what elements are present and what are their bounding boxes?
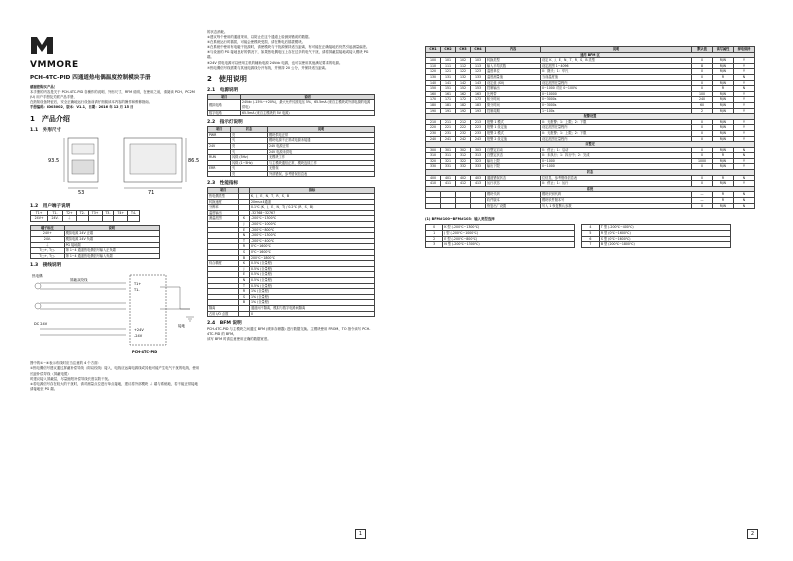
table-row: 分辨率 0.1℃ (K、J、E、N、T) / 0.2℃ (R、S、B) [208, 205, 375, 211]
table-row: 1 J 型 (-200℃~1000℃) [426, 231, 575, 237]
page-1 [0, 0, 396, 561]
type-table-left [425, 224, 575, 247]
wiring-label: -24V [134, 334, 143, 339]
page1-right-column [207, 30, 375, 342]
table-row: 2 E 型 (-200℃~800℃) [426, 236, 575, 242]
table-row: 灭 模块电源不正常或电源未接通 [208, 138, 375, 144]
table-row: E 0.5% (全量程) [208, 272, 375, 278]
table-row: 120 121 122 123 温度单位 0：摄氏；1：华氏 0 R/W Y [426, 69, 755, 75]
intro-title: 感谢您购买产品！ [30, 85, 58, 89]
table-row: 灭 24V 电源未供电 [208, 149, 375, 155]
table-header: CH2 [441, 47, 456, 53]
table-header: 内容 [486, 47, 541, 53]
table-row: T 0.5% (全量程) [208, 283, 375, 289]
table-header: 说明 [241, 94, 375, 100]
led-table [207, 126, 375, 177]
table-row: 320 321 322 323 输出上限 0~1000 1000 R/W Y [426, 158, 755, 164]
group-title: 通用 BFM 区 [426, 52, 755, 58]
page1-left-column [30, 30, 200, 392]
table-row: 100 101 102 103 转换类型 设定 K、J、E、N、T、R、S、B 类型 0 R/W Y [426, 58, 755, 64]
table-row: N -200℃~1300℃ [208, 233, 375, 239]
table-header: 说明 [541, 47, 692, 53]
wiring-label: 屏蔽双绞线 [70, 278, 88, 283]
table-row: 闪烁 (1~5Hz) 与主模块通信正常，模块连续工作 [208, 160, 375, 166]
terminal-label: 24V- [48, 216, 63, 222]
intro-line: 手册编码：ID03002，版本：V1.1，日期：2016 年 12 月 15 日 [30, 105, 134, 110]
table-row: S 0℃~1600℃ [208, 250, 375, 256]
table-row: T□+, T□- 第 1~4 通道热电偶信号输入正负端 [31, 248, 160, 254]
type-tables [425, 224, 755, 247]
table-row: 模拟电路 24Vdc (-15%~+20%)，最大允许纹波电压 5%，65.5mA (来自主模块或外部电源的电源供电) [208, 100, 375, 110]
table-row: 5 R 型 (0℃~1600℃) [582, 231, 731, 237]
table-row: 180 181 182 183 微分时间 0~3000s 60 R/W Y [426, 102, 755, 108]
terminal-label: T3- [102, 210, 114, 216]
table-header: 指标 [250, 188, 375, 194]
power-table [207, 94, 375, 116]
logo [30, 30, 200, 60]
table-row: 转换速度 20ms×4通道 [208, 199, 375, 205]
table-row: ERR 灭 无错误 [208, 166, 375, 172]
terminal-description-table [30, 225, 160, 260]
wiring-note: 图中的①~④表示布线时应当注意的 4 个方面： [30, 361, 101, 366]
bfm-note: PCH-4TC-PID 与主模块之间通过 BFM (缓冲存储器) 进行数据交换。主模块使用 FROM、TO 指令读写 PCH-4TC-PID 的 BFM。 [207, 327, 371, 337]
wiring-label: +24V [134, 328, 144, 333]
wiring-label: PCH-4TC-PID [132, 350, 158, 355]
table-header: CH1 [426, 47, 441, 53]
table-row: 隔离 通道间不隔离，模拟与数字电路间隔离 [208, 305, 375, 311]
group-title: 自整定 [426, 142, 755, 148]
table-row: R 1% (全量程) [208, 289, 375, 295]
outline-dimension-drawing [30, 134, 200, 196]
dimension-label: 71 [148, 189, 155, 196]
table-row: 7 B 型 (200℃~1800℃) [582, 242, 731, 248]
table-row: T -200℃~400℃ [208, 238, 375, 244]
table-header: 端子标注 [31, 225, 65, 231]
table-row: ⏚ PG 接地端 [31, 242, 160, 248]
terminal-label: 24V+ [31, 216, 48, 222]
terminal-label: T4+ [114, 210, 128, 216]
table-row: 110 111 112 113 输入平均次数 设定范围 1~4096 8 R/W Y [426, 63, 755, 69]
terminal-label: T2- [76, 210, 88, 216]
table-header: 项目 [208, 127, 231, 133]
table-row: 6 S 型 (0℃~1600℃) [582, 236, 731, 242]
table-row: 210 211 212 213 报警 1 模式 0：无报警；1：上限；2：下限 0 R/W Y [426, 119, 755, 125]
terminal-label: T1+ [31, 210, 48, 216]
bfm-note: 读写 BFM 时请注意使用正确的数据宽度。 [207, 337, 271, 342]
page-number: 2 [747, 529, 758, 539]
dimension-label: 86.5 [188, 157, 200, 164]
table-row: 130 131 132 133 温度测量值 当前温度值 0 R N [426, 74, 755, 80]
table-row: 软件版本 模块软件版本号 — R N [426, 198, 755, 204]
table-header: 说明 [64, 225, 159, 231]
bfm-table-wrapper [425, 46, 755, 248]
wiring-note: ①热电偶信号建议通过屏蔽补偿导线（即双绞线）接入，电线应远离电源线或其他可能产生电气干扰的电线，使用长距补偿导线（屏蔽电缆） [30, 366, 200, 376]
terminal-label: ⏚ [62, 216, 76, 222]
table-row: J -200℃~1000℃ [208, 222, 375, 228]
table-row: B 200℃~1800℃ [208, 255, 375, 261]
wiring-note: ④在系统中使用有电磁干扰源时，请使模块与干扰源保持适当距离，有可能在正确接地后仍然引起测量偏差。 [207, 45, 370, 50]
table-header: 项目 [208, 188, 239, 194]
table-header: 掉电保持 [734, 47, 755, 53]
bfm-table [425, 46, 755, 209]
intro-line: 本手册的内容是关于 PCH-4TC-PID 各操作的说明，外形尺寸，RFM 说明，在使用之前，请阅读 PCH、PC2M (U) 用户手册及关联产品手册， [30, 90, 195, 100]
table-row: 150 151 152 153 控制输出 0~1000 对应 0~100% 0 R N [426, 86, 755, 92]
table-row: S 1% (全量程) [208, 294, 375, 300]
section-1-3-heading: 1.3 接线说明 [30, 263, 62, 269]
table-row: 410 411 412 413 运行状态 0：停止；1：运行 0 R/W Y [426, 181, 755, 187]
table-row: 模块代码 模块识别代码 — R N [426, 192, 755, 198]
page-number: 1 [355, 529, 366, 539]
wiring-note: ③在系统运行时插拔，可能会使模块受损，请在断电后插拔模块。 [207, 40, 305, 45]
wiring-note: ⑦热电偶信号线需要与其他电源线分开布线，并保持 20 公分，并保持适当距离。 [207, 65, 329, 70]
group-title: 报警设置 [426, 114, 755, 120]
table-row: 恢复出厂设置 写入 1 恢复默认参数 0 R/W N [426, 203, 755, 209]
section-2-2-heading: 2.2 指示灯说明 [207, 120, 243, 126]
section-2-3-heading: 2.3 性能指标 [207, 181, 239, 187]
table-row: 310 311 312 313 自整定状态 0：未执行；1：执行中；2：完成 0 R N [426, 153, 755, 159]
table-header: 状态 [231, 127, 268, 133]
type-table-right [581, 224, 731, 247]
section-2-heading: 2 使用说明 [207, 74, 247, 83]
logo-text: VMMORE [30, 60, 79, 70]
table-header: 项目 [208, 94, 241, 100]
table-row: 数字电路 65.5mA (来自主模块的 5V 电源) [208, 110, 375, 116]
section-1-2-heading: 1.2 用户端子说明 [30, 203, 71, 209]
table-row: R 0℃~1600℃ [208, 244, 375, 250]
table-row: T□+, T□- 第 1~4 通道热电偶信号输入负端 [31, 253, 160, 259]
group-title: 状态 [426, 170, 755, 176]
dimension-label: 93.5 [48, 157, 60, 164]
wiring-label: 接地 [178, 324, 185, 329]
wiring-diagram [30, 269, 200, 357]
table-row: 400 401 402 403 通道错误状态 位信息，参考错误信息表 0 R N [426, 175, 755, 181]
table-header: 读写属性 [713, 47, 734, 53]
table-row: E -200℃~800℃ [208, 227, 375, 233]
table-row: 热电偶类型 K、J、E、N、T、R、S、B [208, 194, 375, 200]
table-row: 24V 亮 24V 电源正常 [208, 143, 375, 149]
terminal-label: T3+ [88, 210, 102, 216]
terminal-label: T2+ [62, 210, 76, 216]
table-header: CH3 [456, 47, 471, 53]
table-row: 综合精度 K 0.5% (全量程) [208, 261, 375, 267]
table-row: 3 N 型 (-200℃~1300℃) [426, 242, 575, 248]
table-row: B 1% (全量程) [208, 300, 375, 306]
table-row: 190 191 192 193 控制周期 1~100s 2 R/W Y [426, 108, 755, 114]
section-2-4-heading: 2.4 BFM 说明 [207, 321, 242, 327]
section-2-1-heading: 2.1 电源说明 [207, 87, 239, 93]
table-row: 测温范围 K -200℃~1300℃ [208, 216, 375, 222]
wiring-label: T1+ [134, 282, 142, 287]
doc-title: PCH-4TC-PID 四通道热电偶温度控制模块手册 [30, 75, 151, 81]
terminal-label: T4- [128, 210, 140, 216]
table-header: 默认值 [692, 47, 713, 53]
table-row: PWR 亮 模块供电正常 [208, 132, 375, 138]
table-row: 160 161 162 163 比例带 0~10000 100 R/W Y [426, 91, 755, 97]
section-1-heading: 1 产品介绍 [30, 114, 70, 123]
wiring-note: 的状态消耗。 [207, 30, 228, 34]
table-row: N 0.5% (全量程) [208, 277, 375, 283]
table-row: RUN 闪烁 (5Hz) 无模块工作 [208, 155, 375, 161]
performance-table [207, 187, 375, 317]
table-row: 140 141 142 143 设定值 (SV) 设定范围在量程内 0 R/W Y [426, 80, 755, 86]
section-1-1-heading: 1.1 外形尺寸 [30, 127, 62, 133]
wiring-note: ②若电源信号存在较大的干扰时，请对测量点位进行单点接地，建议将外部模块 ⏚ 端与系统地，若不能正常接地请接地至 PG 端。 [30, 381, 198, 391]
group-title: 系统 [426, 186, 755, 192]
table-header: 说明 [268, 127, 375, 133]
table-row: 330 331 332 333 输出下限 0~1000 0 R/W Y [426, 164, 755, 170]
wiring-label: T1- [134, 288, 140, 293]
table-row: 4 T 型 (-200℃~400℃) [582, 225, 731, 231]
intro-line: 在熟知设备特征后，安全正确地运行设备前请仔细阅读本内容的操作和维修指南。 [30, 100, 153, 105]
wiring-label: 热电偶 [32, 274, 43, 279]
type-footnote: (1) BFM#100~BFM#103：输入类型选择 [425, 217, 495, 222]
wiring-note: ⑥24V 供电电源可以使用主机的辅助电源 24Vdc 电源，也可以使用其他满足要求的电源。 [207, 60, 343, 65]
table-row: 0 K 型 (-200℃~1300℃) [426, 225, 575, 231]
table-row: 24V+ 模拟电源 24V 正端 [31, 231, 160, 237]
table-row: 亮 外部错误，参考错误信息表 [208, 171, 375, 177]
terminal-label: T1- [48, 210, 63, 216]
dimension-label: 53 [78, 189, 85, 196]
table-row: 300 301 302 303 自整定启动 0：停止；1：启动 0 R/W N [426, 147, 755, 153]
table-row: 220 221 222 223 报警 1 设定值 设定范围在量程内 0 R/W Y [426, 125, 755, 131]
table-row: 24V- 模拟电源 24V 负端 [31, 236, 160, 242]
wiring-label: DC 24V [34, 322, 48, 327]
table-row: 温度输出 -32768~32767 [208, 210, 375, 216]
terminal-strip [30, 210, 140, 222]
wiring-note: ⑤与设备的 PG 接地良好的情况下，如果热电偶电压上存在过多的电气干扰，请将屏蔽层接地或接入模块 PG 端。 [207, 50, 369, 60]
wiring-note: ②建议每个使用的通道采用，以防止在这个通道上检测到错误的数据。 [207, 35, 312, 40]
table-row: 占用 I/O 点数 0 [208, 311, 375, 317]
table-row: 240 241 242 243 报警 2 设定值 设定范围在量程内 0 R/W Y [426, 136, 755, 142]
wiring-note: 时建议接入屏蔽层，尽量缩短补偿导线长度以防干扰。 [30, 376, 112, 381]
page-2 [397, 0, 793, 561]
table-row: 230 231 232 233 报警 2 模式 0：无报警；1：上限；2：下限 0 R/W Y [426, 130, 755, 136]
table-row: 170 171 172 173 积分时间 0~3000s 240 R/W Y [426, 97, 755, 103]
table-header: CH4 [471, 47, 486, 53]
terminal-row-bottom [31, 216, 140, 222]
table-row: J 0.5% (全量程) [208, 266, 375, 272]
logo-mark-icon [31, 37, 53, 54]
